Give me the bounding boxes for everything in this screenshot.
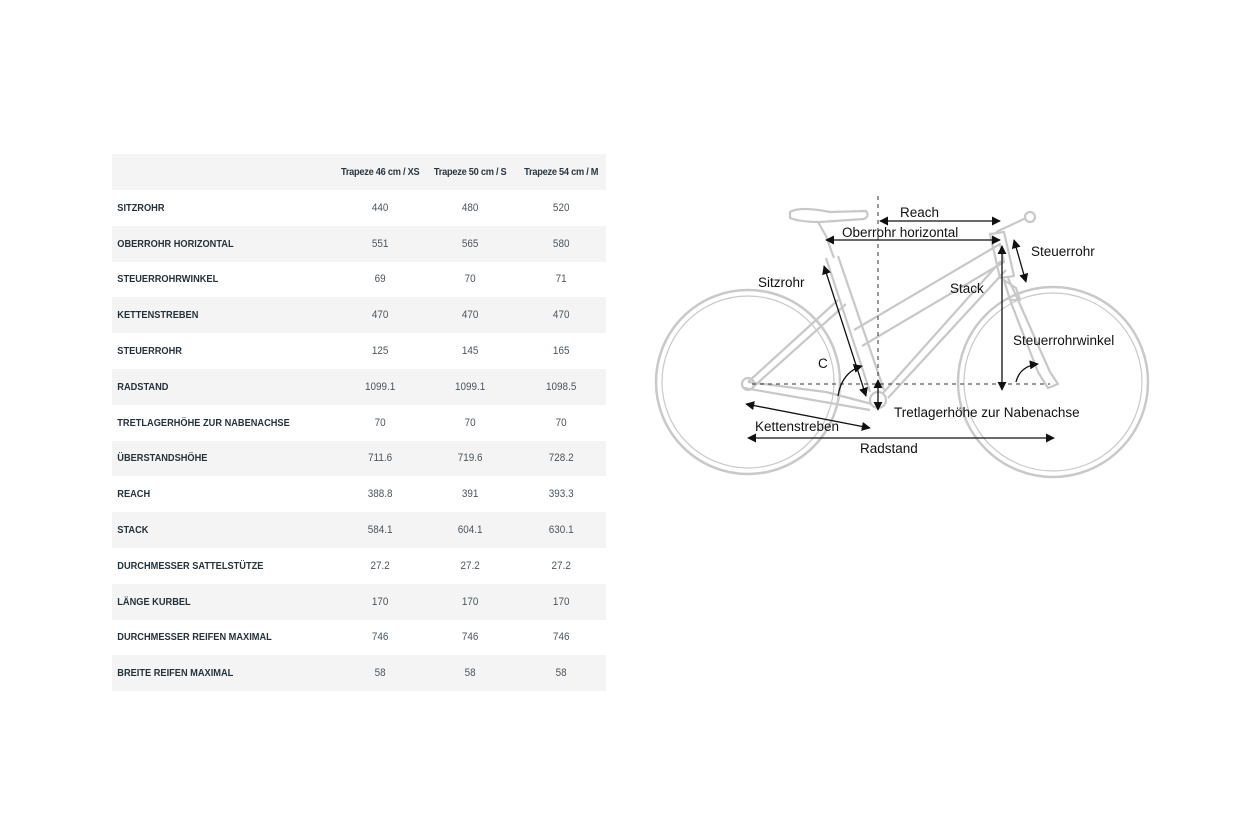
row-label: KETTENSTREBEN [117, 309, 199, 322]
row-value: 746 [371, 631, 389, 644]
row-label: LÄNGE KURBEL [117, 595, 191, 608]
row-value: 470 [462, 309, 479, 322]
row-value: 170 [371, 595, 389, 608]
bike-geometry-diagram [640, 180, 1160, 500]
row-label: DURCHMESSER REIFEN MAXIMAL [117, 631, 272, 644]
row-value: 711.6 [368, 452, 393, 465]
header-blank [112, 154, 335, 190]
label-top-tube: Oberrohr horizontal [842, 225, 959, 240]
table-header-row [112, 154, 606, 190]
table-row [112, 297, 606, 333]
head-tube-arrow [1014, 240, 1026, 282]
row-value: 551 [371, 237, 389, 250]
row-label: OBERROHR HORIZONTAL [117, 237, 234, 250]
head-angle-arc [1016, 364, 1038, 382]
row-label: DURCHMESSER SATTELSTÜTZE [117, 559, 264, 572]
table-row [112, 584, 606, 620]
geometry-table [112, 154, 606, 691]
row-value: 170 [462, 595, 479, 608]
row-label: STACK [117, 524, 149, 537]
row-value: 584.1 [367, 524, 393, 537]
label-head-tube: Steuerrohr [1031, 244, 1095, 259]
seat-tube-arrow [824, 266, 866, 396]
row-value: 388.8 [367, 488, 393, 501]
table-row [112, 512, 606, 548]
row-value: 70 [374, 416, 386, 429]
row-value: 27.2 [551, 559, 571, 572]
row-value: 27.2 [370, 559, 390, 572]
row-value: 69 [374, 273, 386, 286]
row-value: 580 [552, 237, 570, 250]
size-header-xs: Trapeze 46 cm / XS [340, 166, 420, 178]
label-seat-tube: Sitzrohr [758, 275, 805, 290]
table-row [112, 226, 606, 262]
row-label: STEUERROHRWINKEL [117, 273, 219, 286]
size-header-m: Trapeze 54 cm / M [523, 166, 598, 178]
row-label: BREITE REIFEN MAXIMAL [117, 667, 234, 680]
row-value: 70 [464, 416, 476, 429]
row-value: 746 [462, 631, 479, 644]
row-value: 440 [371, 201, 389, 214]
row-value: 1099.1 [364, 380, 396, 393]
size-header-s: Trapeze 50 cm / S [434, 166, 507, 178]
row-label: SITZROHR [117, 201, 165, 214]
label-wheelbase: Radstand [860, 441, 918, 456]
row-value: 391 [462, 488, 479, 501]
label-reach: Reach [900, 205, 940, 220]
row-value: 58 [464, 667, 476, 680]
label-stack: Stack [950, 281, 984, 296]
row-value: 520 [552, 201, 570, 214]
table-row [112, 333, 606, 369]
row-label: STEUERROHR [117, 345, 182, 358]
table-row [112, 262, 606, 298]
row-value: 604.1 [458, 524, 483, 537]
row-value: 170 [552, 595, 570, 608]
table-row [112, 476, 606, 512]
label-bb-drop: Tretlagerhöhe zur Nabenachse [894, 405, 1080, 420]
table-row [112, 548, 606, 584]
row-value: 1099.1 [455, 380, 486, 393]
row-value: 27.2 [460, 559, 481, 572]
row-value: 393.3 [548, 488, 574, 501]
row-label: REACH [117, 488, 151, 501]
row-value: 746 [552, 631, 570, 644]
row-value: 480 [462, 201, 479, 214]
front-wheel [958, 287, 1148, 477]
row-value: 165 [552, 345, 570, 358]
row-value: 1098.5 [545, 380, 576, 393]
row-value: 70 [464, 273, 476, 286]
row-value: 125 [371, 345, 389, 358]
row-value: 630.1 [548, 524, 574, 537]
row-value: 728.2 [548, 452, 574, 465]
row-value: 145 [462, 345, 479, 358]
row-label: TRETLAGERHÖHE ZUR NABENACHSE [117, 416, 290, 429]
table-row [112, 441, 606, 477]
table-row [112, 620, 606, 656]
row-label: ÜBERSTANDSHÖHE [117, 452, 208, 465]
table-row [112, 405, 606, 441]
table-row [112, 190, 606, 226]
row-label: RADSTAND [117, 380, 169, 393]
table-row [112, 655, 606, 691]
row-value: 565 [462, 237, 479, 250]
row-value: 719.6 [458, 452, 483, 465]
row-value: 58 [555, 667, 567, 680]
table-row [112, 369, 606, 405]
label-seat-angle: C [818, 356, 828, 371]
row-value: 70 [555, 416, 567, 429]
row-value: 58 [374, 667, 386, 680]
label-chainstays: Kettenstreben [755, 419, 840, 434]
row-value: 71 [555, 273, 567, 286]
row-value: 470 [371, 309, 389, 322]
row-value: 470 [552, 309, 570, 322]
label-head-angle: Steuerrohrwinkel [1013, 333, 1115, 348]
